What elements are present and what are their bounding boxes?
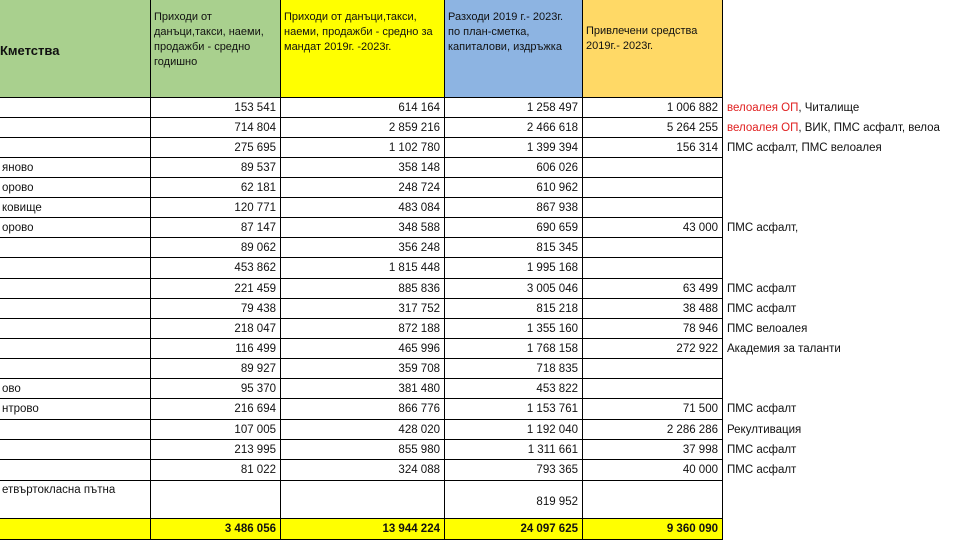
cell-name [0, 258, 151, 279]
cell-value: орово [2, 222, 34, 234]
total-expenses [445, 519, 583, 540]
cell-expenses [445, 481, 583, 519]
cell-value: 606 026 [536, 162, 578, 174]
cell-income-mandate [281, 238, 445, 258]
cell-value: 793 365 [536, 464, 578, 476]
cell-name [0, 138, 151, 158]
cell-income-mandate [281, 138, 445, 158]
note-text: ПМС асфалт, ПМС велоалея [727, 142, 882, 154]
row-note [723, 339, 960, 359]
cell-value: 348 588 [398, 222, 440, 234]
cell-expenses [445, 279, 583, 299]
cell-name [0, 339, 151, 359]
cell-attracted [583, 258, 723, 279]
cell-value: 2 286 286 [666, 424, 718, 436]
cell-expenses [445, 460, 583, 481]
cell-income-mandate [281, 158, 445, 178]
cell-attracted [583, 379, 723, 399]
cell-value: 43 000 [682, 222, 718, 234]
cell-income-avg [151, 420, 281, 440]
cell-value: 324 088 [398, 464, 440, 476]
cell-attracted [583, 420, 723, 440]
total-attracted [583, 519, 723, 540]
cell-name [0, 379, 151, 399]
cell-income-avg [151, 319, 281, 339]
cell-value: 714 804 [234, 122, 276, 134]
cell-expenses [445, 178, 583, 198]
cell-value: 89 927 [240, 363, 276, 375]
cell-expenses [445, 399, 583, 420]
cell-value: 1 192 040 [526, 424, 578, 436]
cell-value: 453 862 [234, 262, 276, 274]
cell-value: 867 938 [536, 202, 578, 214]
cell-income-avg [151, 481, 281, 519]
cell-name [0, 359, 151, 379]
cell-income-mandate [281, 440, 445, 460]
cell-value: 116 499 [235, 343, 276, 355]
cell-value: 1 153 761 [526, 403, 578, 415]
cell-name [0, 178, 151, 198]
cell-income-avg [151, 178, 281, 198]
cell-value: 71 500 [682, 403, 718, 415]
total-value: 3 486 056 [224, 523, 276, 535]
cell-income-mandate [281, 198, 445, 218]
row-note [723, 118, 960, 138]
cell-name [0, 420, 151, 440]
cell-income-mandate [281, 399, 445, 420]
total-name [0, 519, 151, 540]
cell-income-avg [151, 118, 281, 138]
cell-attracted [583, 359, 723, 379]
header-expenses [445, 0, 583, 98]
cell-value: 89 537 [240, 162, 276, 174]
header-label: Приходи от данъци,такси, наеми, продажби - средно годишно [154, 11, 264, 68]
cell-expenses [445, 339, 583, 359]
cell-value: 381 480 [398, 383, 440, 395]
cell-value: 120 771 [234, 202, 276, 214]
cell-name [0, 218, 151, 238]
cell-expenses [445, 379, 583, 399]
note-highlight: велоалея ОП [727, 122, 799, 134]
cell-expenses [445, 138, 583, 158]
cell-value: ковище [2, 202, 42, 214]
cell-value: 1 006 882 [666, 102, 718, 114]
cell-income-avg [151, 399, 281, 420]
cell-value: 1 102 780 [388, 142, 440, 154]
cell-value: орово [2, 182, 34, 194]
cell-value: 153 541 [234, 102, 276, 114]
cell-name [0, 158, 151, 178]
cell-attracted [583, 460, 723, 481]
cell-expenses [445, 319, 583, 339]
cell-expenses [445, 420, 583, 440]
total-income-avg [151, 519, 281, 540]
note-text: ПМС велоалея [727, 323, 808, 335]
cell-value: 690 659 [536, 222, 578, 234]
cell-value: яново [2, 162, 34, 174]
cell-name [0, 98, 151, 118]
cell-expenses [445, 158, 583, 178]
cell-expenses [445, 98, 583, 118]
cell-income-avg [151, 299, 281, 319]
cell-value: 815 345 [536, 242, 578, 254]
cell-value: 78 946 [682, 323, 718, 335]
note-text: ПМС асфалт [727, 303, 797, 315]
cell-expenses [445, 118, 583, 138]
cell-income-mandate [281, 319, 445, 339]
cell-value: 2 466 618 [526, 122, 578, 134]
cell-name [0, 481, 151, 519]
cell-value: 1 311 661 [527, 444, 578, 456]
note-text: Академия за таланти [727, 343, 841, 355]
cell-value: 718 835 [536, 363, 578, 375]
cell-value: 81 022 [240, 464, 276, 476]
cell-name [0, 198, 151, 218]
note-text: , ВИК, ПМС асфалт, велоа [798, 122, 940, 134]
note-text: ПМС асфалт [727, 403, 797, 415]
cell-value: 356 248 [398, 242, 440, 254]
cell-income-mandate [281, 299, 445, 319]
cell-value: 213 995 [234, 444, 276, 456]
cell-value: 614 164 [398, 102, 440, 114]
cell-value: 272 922 [676, 343, 718, 355]
header-label: Кметства [0, 43, 60, 58]
cell-income-mandate [281, 258, 445, 279]
cell-attracted [583, 279, 723, 299]
row-note [723, 399, 960, 420]
header-attracted [583, 0, 723, 98]
cell-income-mandate [281, 339, 445, 359]
cell-income-avg [151, 138, 281, 158]
note-text: Рекултивация [727, 424, 802, 436]
cell-value: 107 005 [234, 424, 276, 436]
cell-attracted [583, 319, 723, 339]
note-text: ПМС асфалт [727, 444, 797, 456]
header-label: Приходи от данъци,такси, наеми, продажби - средно за мандат 2019г. -2023г. [284, 11, 433, 53]
cell-attracted [583, 138, 723, 158]
cell-attracted [583, 299, 723, 319]
total-value: 24 097 625 [520, 523, 578, 535]
cell-income-mandate [281, 279, 445, 299]
cell-value: 465 996 [398, 343, 440, 355]
cell-income-mandate [281, 460, 445, 481]
cell-value: 95 370 [240, 383, 276, 395]
cell-income-avg [151, 460, 281, 481]
cell-value: 221 459 [234, 283, 276, 295]
cell-name [0, 399, 151, 420]
cell-name [0, 460, 151, 481]
note-highlight: велоалея ОП [727, 102, 799, 114]
header-label: Разходи 2019 г.- 2023г. по план-сметка, капиталови, издръжка [448, 11, 564, 53]
cell-value: 218 047 [234, 323, 276, 335]
cell-value: 37 998 [682, 444, 718, 456]
cell-value: 63 499 [682, 283, 718, 295]
cell-value: 1 399 394 [526, 142, 578, 154]
cell-value: ово [2, 383, 21, 395]
cell-income-avg [151, 198, 281, 218]
row-note [723, 319, 960, 339]
cell-value: 855 980 [398, 444, 440, 456]
cell-value: 38 488 [682, 303, 718, 315]
cell-attracted [583, 178, 723, 198]
cell-income-avg [151, 238, 281, 258]
cell-income-avg [151, 158, 281, 178]
cell-value: 248 724 [398, 182, 440, 194]
cell-expenses [445, 299, 583, 319]
cell-value: 79 438 [240, 303, 276, 315]
total-value: 13 944 224 [382, 523, 440, 535]
row-note [723, 299, 960, 319]
cell-value: 358 148 [398, 162, 440, 174]
cell-value: нтрово [2, 403, 39, 415]
row-note [723, 218, 960, 238]
cell-value: 866 776 [398, 403, 440, 415]
cell-expenses [445, 218, 583, 238]
cell-value: 216 694 [234, 403, 276, 415]
cell-attracted [583, 118, 723, 138]
cell-value: 872 188 [398, 323, 440, 335]
note-text: , Читалище [798, 102, 860, 114]
cell-attracted [583, 198, 723, 218]
cell-value: етвъртокласна пътна [2, 484, 116, 496]
cell-attracted [583, 481, 723, 519]
note-text: ПМС асфалт [727, 464, 797, 476]
cell-attracted [583, 440, 723, 460]
cell-expenses [445, 238, 583, 258]
cell-name [0, 299, 151, 319]
note-text: ПМС асфалт, [727, 222, 799, 234]
cell-name [0, 440, 151, 460]
cell-income-avg [151, 359, 281, 379]
cell-value: 87 147 [240, 222, 276, 234]
cell-value: 1 258 497 [526, 102, 578, 114]
header-income-avg [151, 0, 281, 98]
cell-value: 815 218 [536, 303, 578, 315]
cell-income-avg [151, 279, 281, 299]
cell-value: 885 836 [398, 283, 440, 295]
cell-income-mandate [281, 178, 445, 198]
cell-income-mandate [281, 98, 445, 118]
row-note [723, 460, 960, 481]
cell-expenses [445, 440, 583, 460]
cell-expenses [445, 198, 583, 218]
cell-value: 3 005 046 [526, 283, 578, 295]
cell-name [0, 279, 151, 299]
cell-income-avg [151, 379, 281, 399]
cell-value: 40 000 [682, 464, 718, 476]
cell-income-avg [151, 98, 281, 118]
cell-value: 428 020 [398, 424, 440, 436]
cell-name [0, 118, 151, 138]
total-value: 9 360 090 [666, 523, 718, 535]
cell-value: 317 752 [398, 303, 440, 315]
cell-income-mandate [281, 420, 445, 440]
row-note [723, 440, 960, 460]
row-note [723, 138, 960, 158]
cell-attracted [583, 339, 723, 359]
cell-income-mandate [281, 379, 445, 399]
total-income-mandate [281, 519, 445, 540]
cell-income-avg [151, 339, 281, 359]
note-text: ПМС асфалт [727, 283, 797, 295]
row-note [723, 98, 960, 118]
cell-attracted [583, 238, 723, 258]
cell-value: 89 062 [240, 242, 276, 254]
cell-value: 62 181 [240, 182, 276, 194]
cell-value: 275 695 [234, 142, 276, 154]
cell-value: 483 084 [398, 202, 440, 214]
cell-value: 1 815 448 [388, 262, 440, 274]
cell-income-mandate [281, 118, 445, 138]
header-name [0, 0, 151, 98]
cell-value: 5 264 255 [666, 122, 718, 134]
cell-expenses [445, 258, 583, 279]
cell-value: 156 314 [676, 142, 718, 154]
cell-income-mandate [281, 359, 445, 379]
cell-income-avg [151, 258, 281, 279]
cell-attracted [583, 158, 723, 178]
cell-income-mandate [281, 481, 445, 519]
cell-income-avg [151, 218, 281, 238]
cell-value: 1 355 160 [526, 323, 578, 335]
cell-value: 359 708 [398, 363, 440, 375]
cell-attracted [583, 218, 723, 238]
cell-value: 1 995 168 [526, 262, 578, 274]
row-note [723, 420, 960, 440]
cell-value: 610 962 [536, 182, 578, 194]
cell-attracted [583, 98, 723, 118]
cell-value: 2 859 216 [388, 122, 440, 134]
header-label: Привлечени средства 2019г.- 2023г. [586, 25, 698, 52]
cell-value: 1 768 158 [526, 343, 578, 355]
cell-expenses [445, 359, 583, 379]
cell-attracted [583, 399, 723, 420]
row-note [723, 279, 960, 299]
header-income-mandate [281, 0, 445, 98]
cell-value: 453 822 [536, 383, 578, 395]
cell-income-avg [151, 440, 281, 460]
cell-name [0, 319, 151, 339]
cell-value: 819 952 [536, 496, 578, 508]
cell-income-mandate [281, 218, 445, 238]
cell-name [0, 238, 151, 258]
